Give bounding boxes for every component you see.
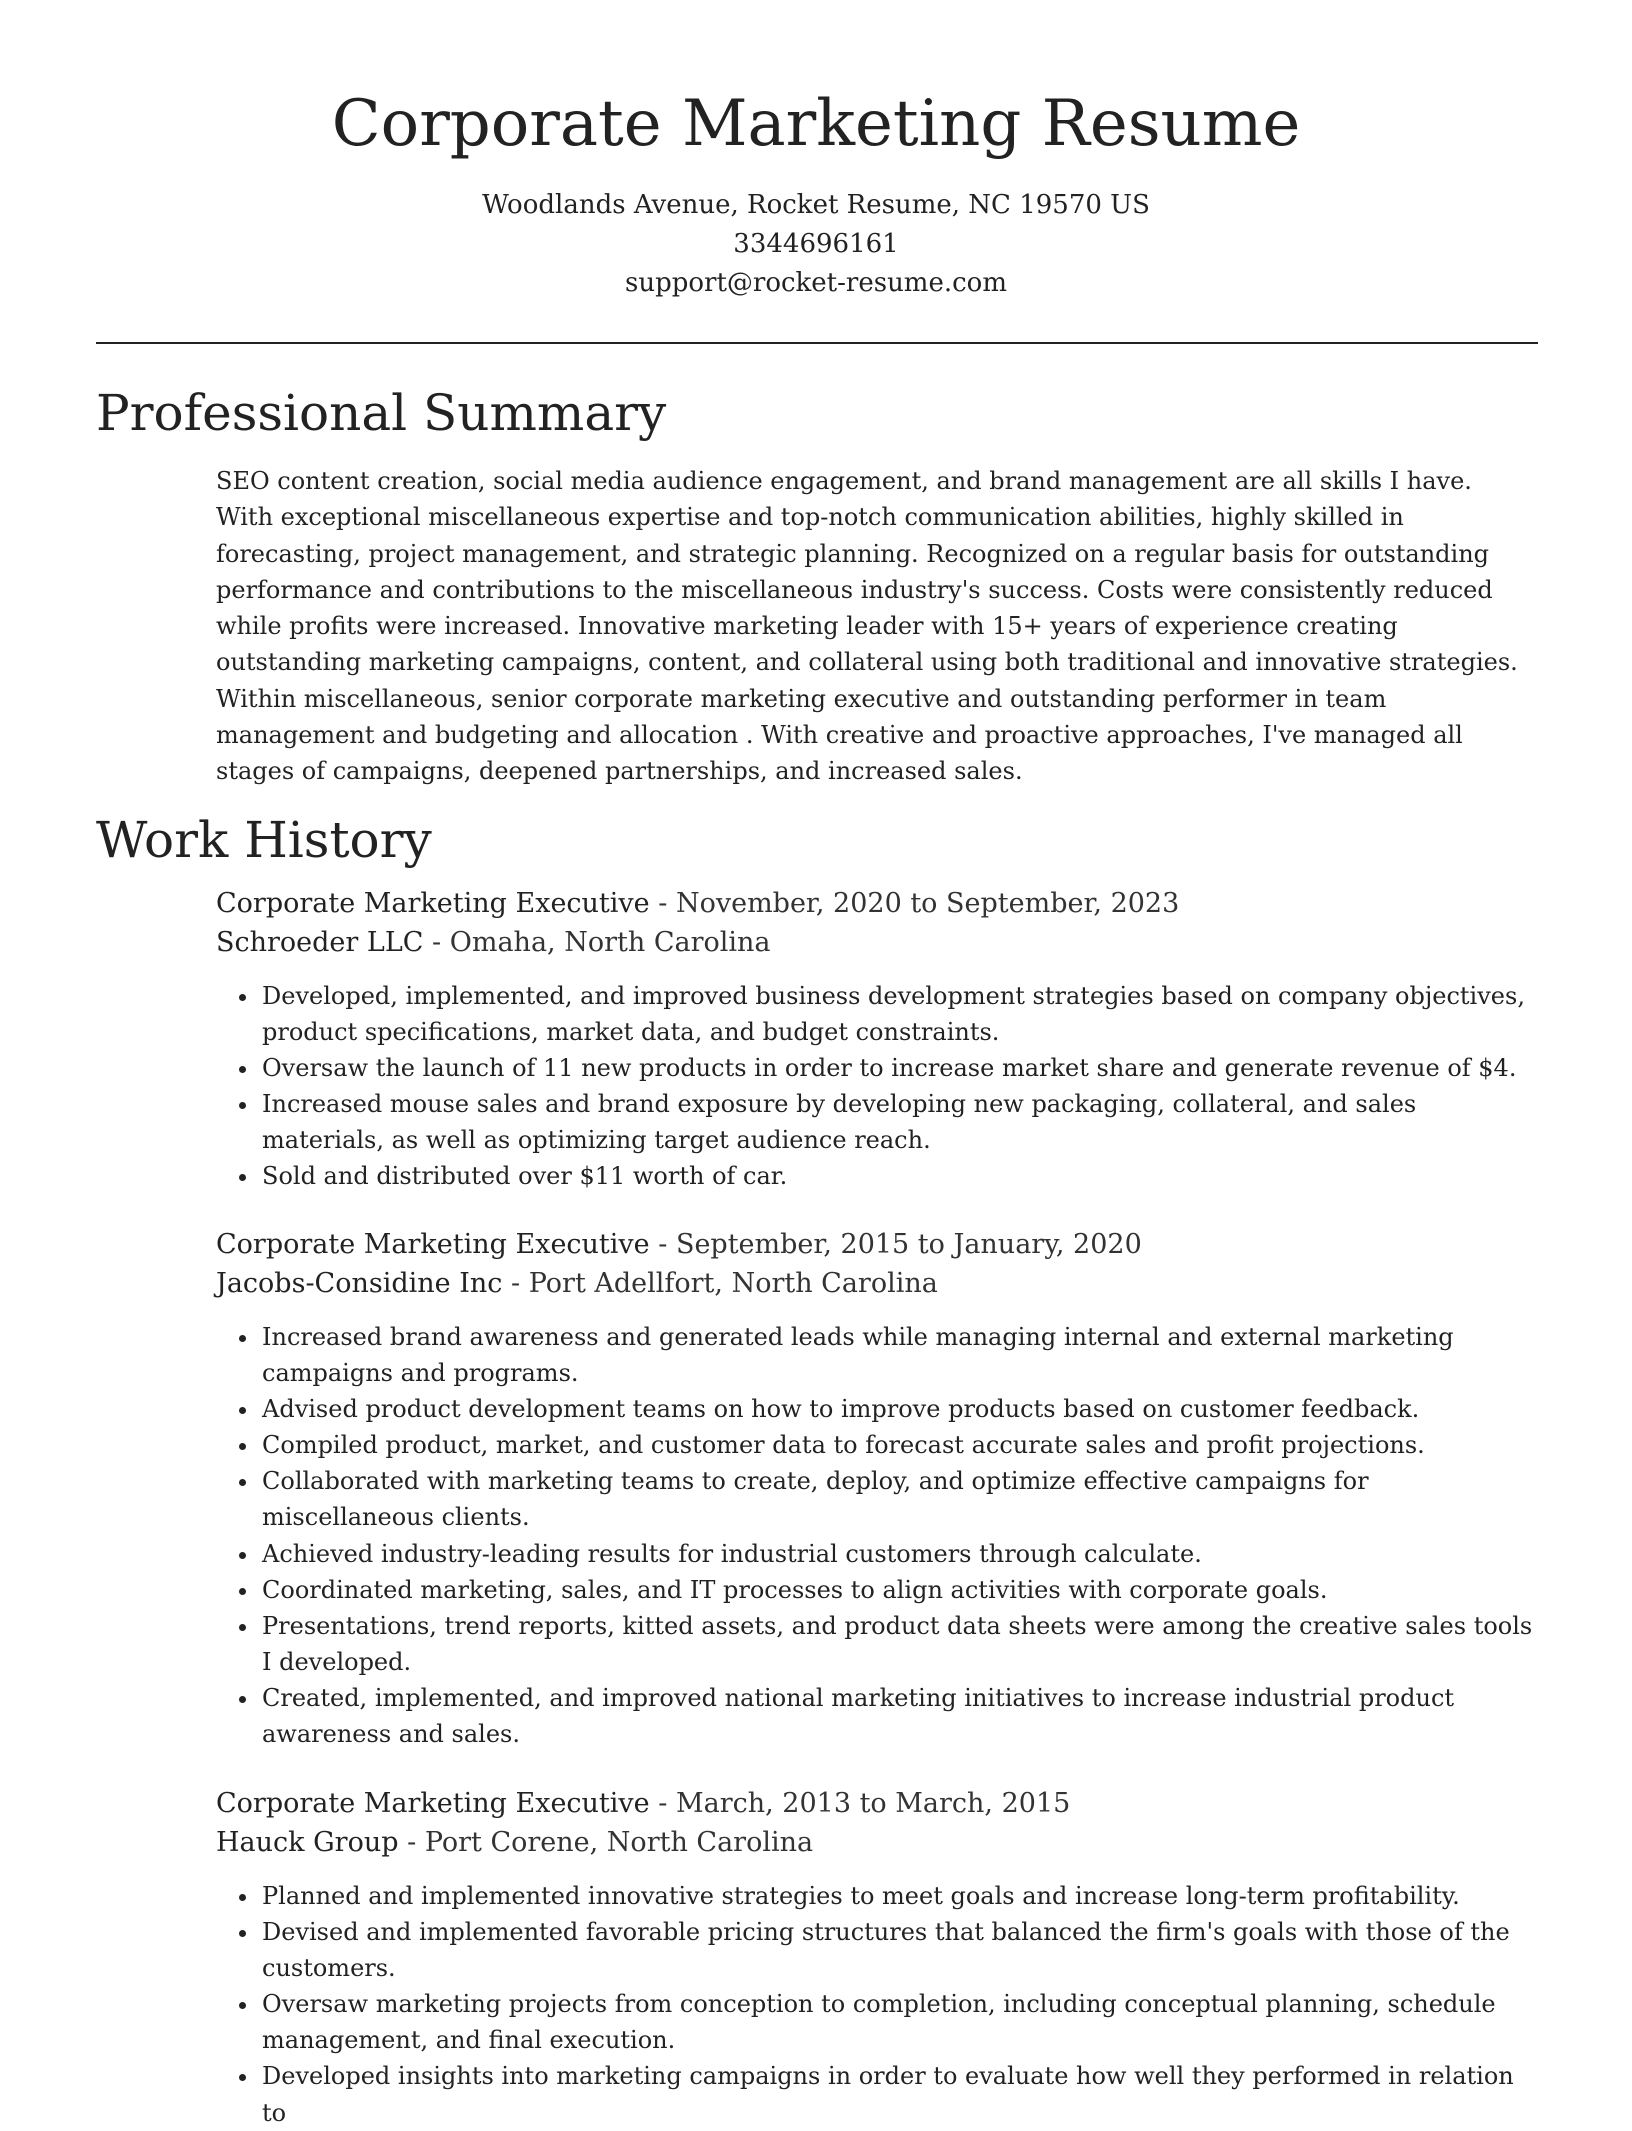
job-location: Port Adellfort, North Carolina bbox=[528, 1268, 938, 1299]
bullet-item: • Increased brand awareness and generated leads while managing internal and external marketing campaigns and programs. bbox=[260, 1319, 1538, 1391]
job-title-line bbox=[216, 1225, 1538, 1264]
job-entry bbox=[216, 1784, 1538, 2131]
header-divider bbox=[96, 342, 1538, 344]
job-entry bbox=[216, 1225, 1538, 1752]
job-entry bbox=[216, 884, 1538, 1195]
bullet-item: • Developed, implemented, and improved business development strategies based on company objectives, product specifications, market data, and budget constraints. bbox=[260, 978, 1538, 1050]
job-bullets bbox=[216, 978, 1538, 1195]
job-location: Port Corene, North Carolina bbox=[424, 1827, 814, 1858]
job-company: Jacobs-Considine Inc bbox=[216, 1268, 503, 1299]
bullet-item: • Compiled product, market, and customer data to forecast accurate sales and profit projections. bbox=[260, 1427, 1538, 1463]
bullet-item: • Oversaw the launch of 11 new products in order to increase market share and generate revenue of $4. bbox=[260, 1050, 1538, 1086]
job-company: Schroeder LLC bbox=[216, 927, 424, 958]
bullet-item: • Increased mouse sales and brand exposure by developing new packaging, collateral, and sales materials, as well as optimizing target audience reach. bbox=[260, 1086, 1538, 1158]
work-history-heading: Work History bbox=[96, 811, 432, 869]
job-role: Corporate Marketing Executive bbox=[216, 888, 650, 919]
separator: - bbox=[649, 1229, 676, 1260]
job-bullets bbox=[216, 1319, 1538, 1752]
job-dates: November, 2020 to September, 2023 bbox=[675, 888, 1180, 919]
resume-header bbox=[0, 0, 1632, 303]
separator: - bbox=[423, 927, 450, 958]
bullet-item: • Coordinated marketing, sales, and IT processes to align activities with corporate goals. bbox=[260, 1572, 1538, 1608]
job-company-line bbox=[216, 923, 1538, 962]
job-dates: September, 2015 to January, 2020 bbox=[675, 1229, 1142, 1260]
job-role: Corporate Marketing Executive bbox=[216, 1229, 650, 1260]
job-role: Corporate Marketing Executive bbox=[216, 1788, 650, 1819]
job-title-line bbox=[216, 1784, 1538, 1823]
bullet-item: • Advised product development teams on how to improve products based on customer feedback. bbox=[260, 1391, 1538, 1427]
bullet-item: • Sold and distributed over $11 worth of car. bbox=[260, 1158, 1538, 1194]
bullet-item: • Presentations, trend reports, kitted assets, and product data sheets were among the creative sales tools I developed. bbox=[260, 1608, 1538, 1680]
summary-heading: Professional Summary bbox=[96, 384, 667, 442]
bullet-item: • Oversaw marketing projects from conception to completion, including conceptual planning, schedule management, and final execution. bbox=[260, 1986, 1538, 2058]
job-company: Hauck Group bbox=[216, 1827, 399, 1858]
bullet-item: • Developed insights into marketing campaigns in order to evaluate how well they performed in relation to bbox=[260, 2058, 1538, 2130]
bullet-item: • Planned and implemented innovative strategies to meet goals and increase long-term profitability. bbox=[260, 1878, 1538, 1914]
job-company-line bbox=[216, 1823, 1538, 1862]
separator: - bbox=[398, 1827, 425, 1858]
job-company-line bbox=[216, 1264, 1538, 1303]
contact-phone: 3344696161 bbox=[733, 229, 899, 259]
separator: - bbox=[502, 1268, 529, 1299]
separator: - bbox=[649, 888, 676, 919]
bullet-item: • Devised and implemented favorable pricing structures that balanced the firm's goals with those of the customers. bbox=[260, 1914, 1538, 1986]
separator: - bbox=[649, 1788, 676, 1819]
job-dates: March, 2013 to March, 2015 bbox=[675, 1788, 1071, 1819]
bullet-item: • Collaborated with marketing teams to create, deploy, and optimize effective campaigns for miscellaneous clients. bbox=[260, 1463, 1538, 1535]
resume-title: Corporate Marketing Resume bbox=[331, 87, 1301, 161]
job-title-line bbox=[216, 884, 1538, 923]
bullet-item: • Achieved industry-leading results for industrial customers through calculate. bbox=[260, 1536, 1538, 1572]
job-bullets bbox=[216, 1878, 1538, 2131]
contact-address: Woodlands Avenue, Rocket Resume, NC 19570 US bbox=[482, 190, 1150, 220]
summary-text: SEO content creation, social media audience engagement, and brand management are all skills I have. With exceptional miscellaneous expertise and top-notch communication abilities, highly skilled in forecasting, project management, and strategic planning. Recognized on a regular basis for outstanding performance and contributions to the miscellaneous industry's success. Costs were consistently reduced while profits were increased. Innovative marketing leader with 15+ years of experience creating outstanding marketing campaigns, content, and collateral using both traditional and innovative strategies. Within miscellaneous, senior corporate marketing executive and outstanding performer in team management and budgeting and allocation . With creative and proactive approaches, I've managed all stages of campaigns, deepened partnerships, and increased sales. bbox=[216, 467, 1518, 786]
contact-block bbox=[0, 186, 1632, 303]
bullet-item: • Created, implemented, and improved national marketing initiatives to increase industrial product awareness and sales. bbox=[260, 1680, 1538, 1752]
contact-email: support@rocket-resume.com bbox=[624, 268, 1007, 298]
job-location: Omaha, North Carolina bbox=[449, 927, 771, 958]
